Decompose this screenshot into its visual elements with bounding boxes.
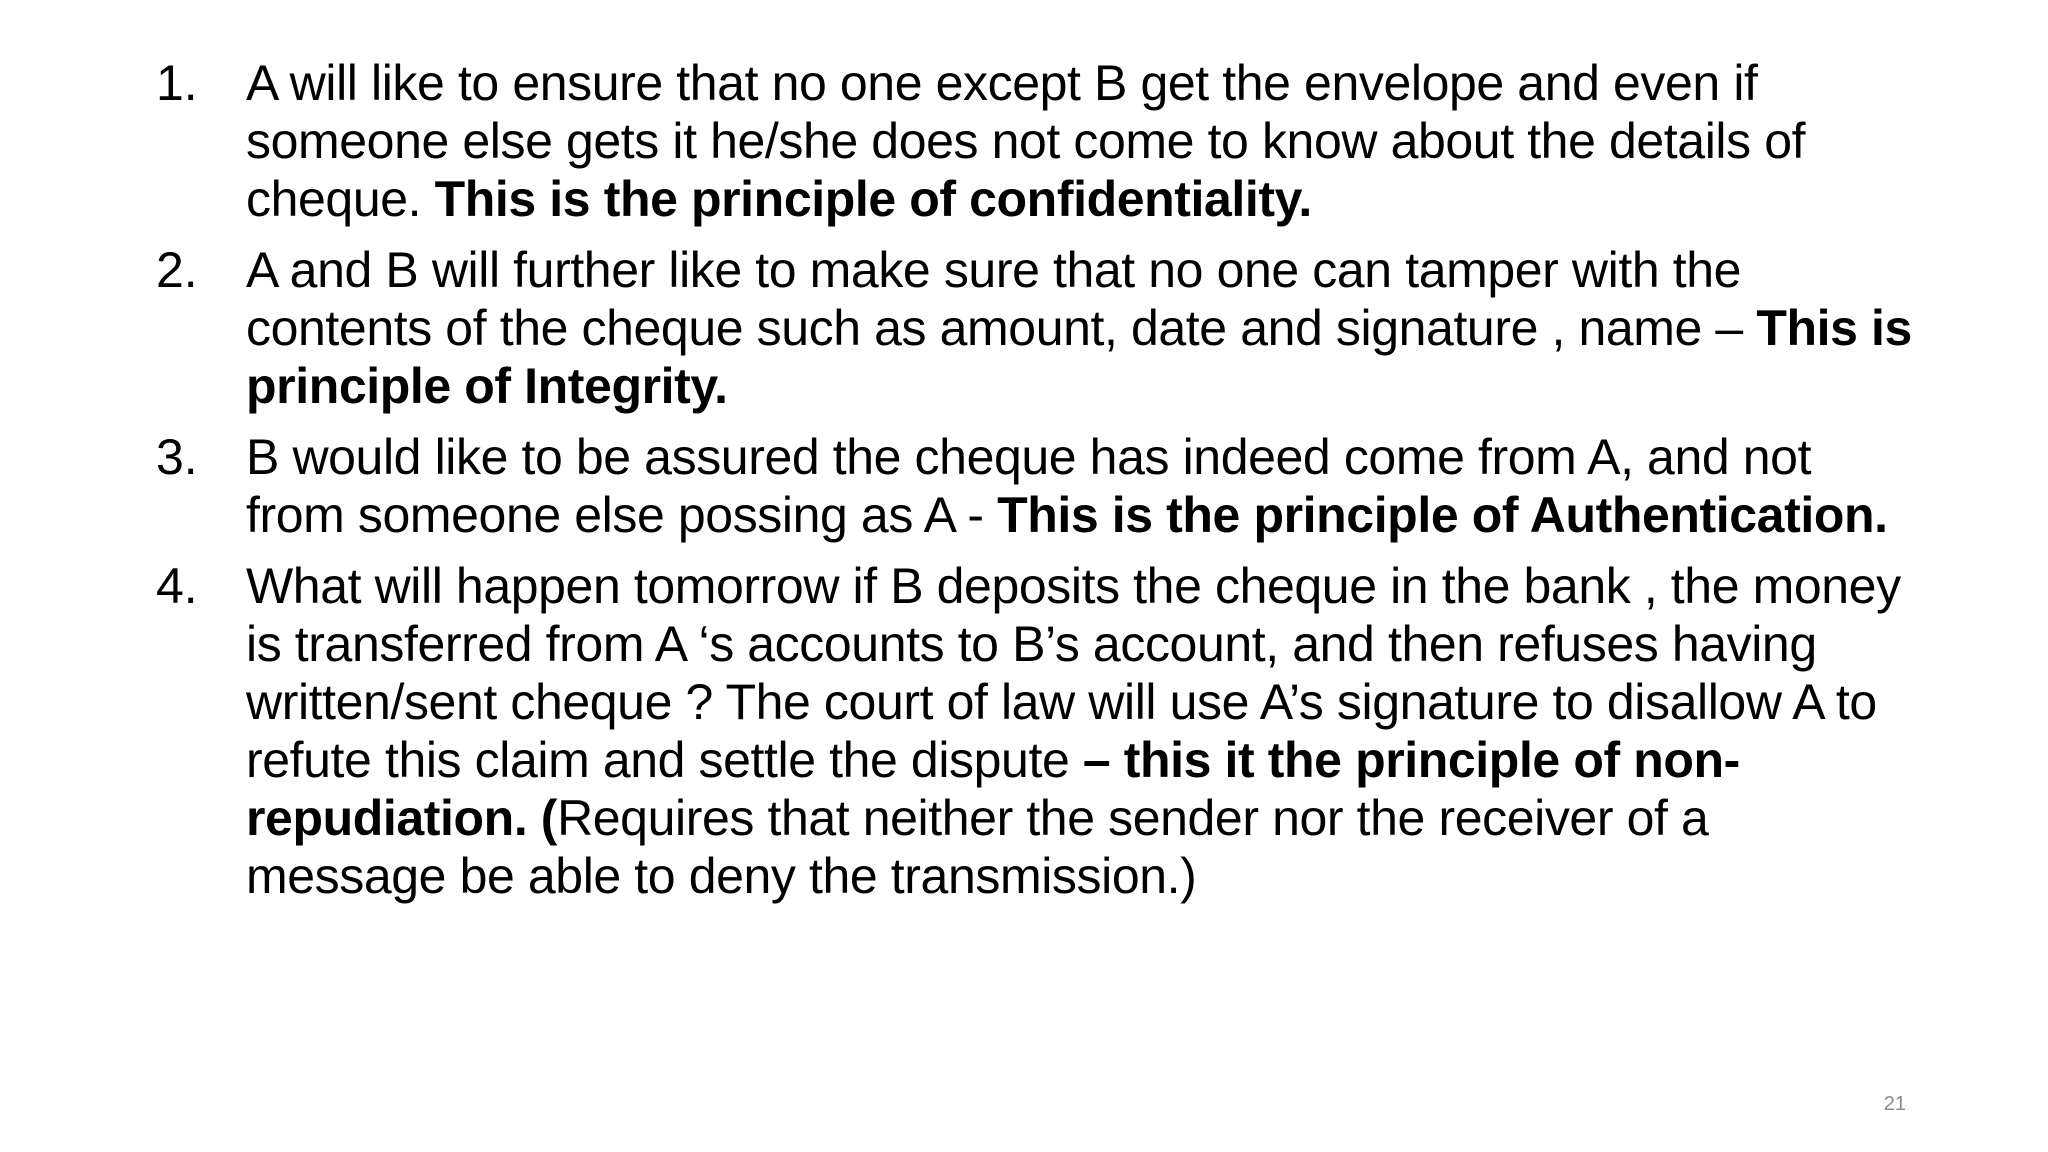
item-note: Requires that neither the sender nor the receiver of a message be able to deny the transmission.)	[246, 790, 1709, 904]
list-number: 4.	[156, 558, 198, 614]
principle-label: This is principle of Integrity.	[246, 300, 1912, 414]
principle-label: – this it the principle of non-repudiation. (	[246, 732, 1740, 846]
item-description: A and B will further like to make sure that no one can tamper with the contents of the cheque such as amount, date and signature , name –	[246, 242, 1757, 356]
item-description: A will like to ensure that no one except B get the envelope and even if someone else gets it he/she does not come to know about the details of cheque.	[246, 55, 1806, 227]
list-item-integrity	[156, 241, 1916, 415]
principle-label: This is the principle of Authentication.	[997, 487, 1888, 543]
list-number: 3.	[156, 429, 198, 485]
list-item-text	[246, 428, 1916, 544]
list-item-non-repudiation	[156, 557, 1916, 905]
principle-label: This is the principle of confidentiality.	[434, 171, 1312, 227]
list-item-text	[246, 241, 1916, 415]
list-item-authentication	[156, 428, 1916, 544]
numbered-list	[156, 54, 1916, 918]
list-number: 1.	[156, 55, 198, 111]
list-item-text	[246, 557, 1916, 905]
list-item-confidentiality	[156, 54, 1916, 228]
list-number: 2.	[156, 242, 198, 298]
page-number: 21	[1883, 1093, 1906, 1115]
list-item-text	[246, 54, 1916, 228]
item-description: B would like to be assured the cheque has indeed come from A, and not from someone else possing as A -	[246, 429, 1812, 543]
item-description: What will happen tomorrow if B deposits the cheque in the bank , the money is transferred from A ‘s accounts to B’s account, and then refuses having written/sent cheque ? The court of law will use A’s signature to disallow A to refute this claim and settle the dispute	[246, 558, 1901, 788]
